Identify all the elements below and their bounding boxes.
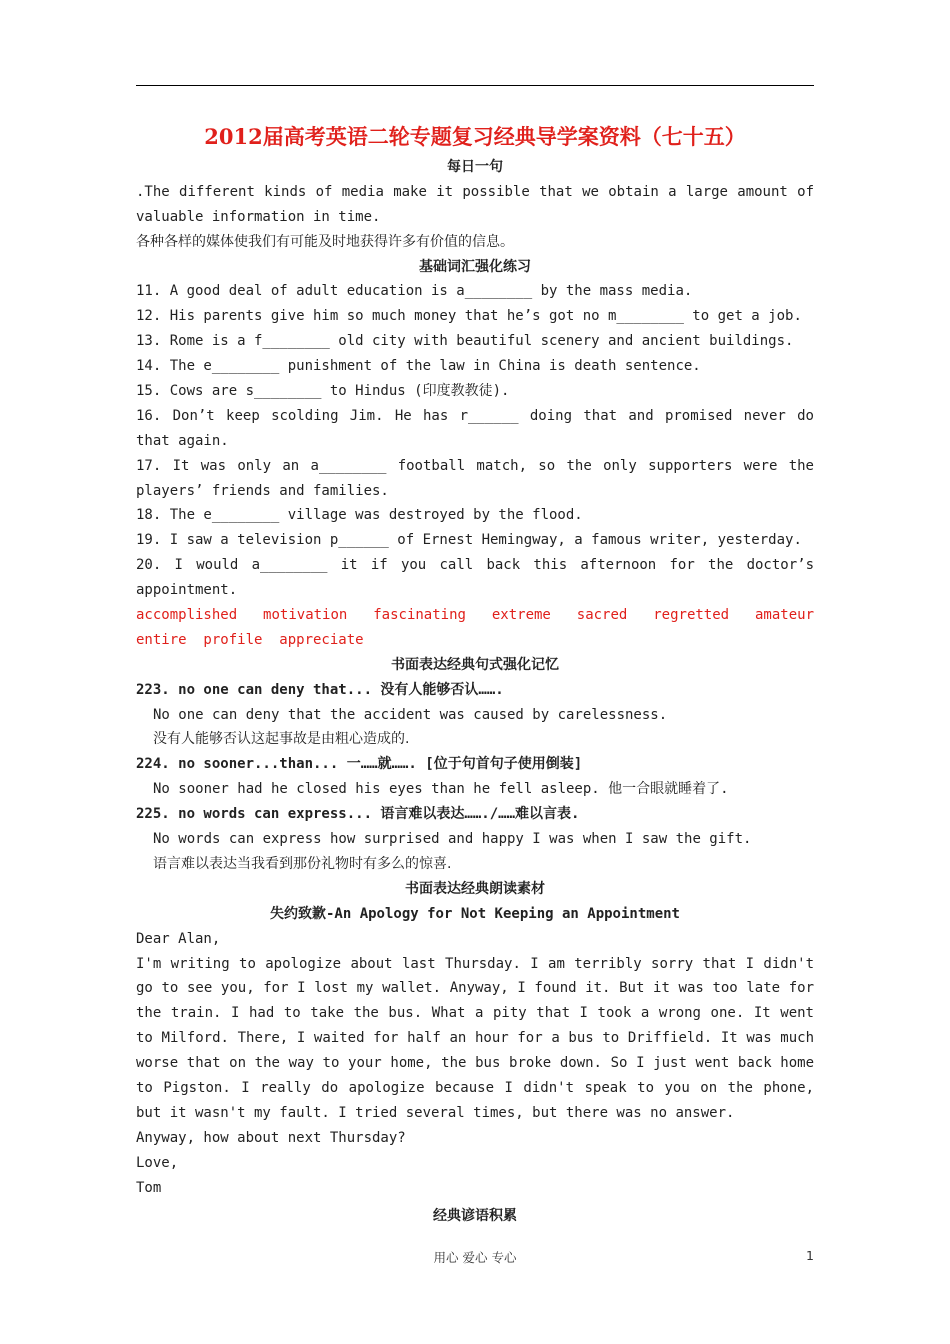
header-rule	[136, 85, 814, 86]
letter-body-line: but it wasn't my fault. I tried several times, but there was no answer.	[136, 1104, 735, 1121]
daily-en-line-2: valuable information in time.	[136, 208, 381, 225]
pattern-head: 225. no words can express... 语言难以表达……./……难以言表.	[136, 806, 580, 823]
pattern-example-en: No one can deny that the accident was caused by carelessness.	[153, 706, 668, 723]
vocab-line: 12. His parents give him so much money that he’s got no m________ to get a job.	[136, 308, 802, 325]
letter-body-line: worse that on the way to your home, the bus broke down. So I just went back home	[136, 1055, 814, 1072]
pattern-example-cn: 没有人能够否认这起事故是由粗心造成的.	[153, 731, 410, 748]
vocab-answers-line-1: accomplished motivation fascinating extreme sacred regretted amateur	[136, 607, 814, 624]
footer-motto: 用心 爱心 专心	[433, 1250, 517, 1265]
vocab-line: 13. Rome is a f________ old city with beautiful scenery and ancient buildings.	[136, 333, 794, 350]
letter-sign-off: Love,	[136, 1154, 179, 1171]
pattern-example-en: No words can express how surprised and happy I was when I saw the gift.	[153, 831, 752, 848]
daily-cn: 各种各样的媒体使我们有可能及时地获得许多有价值的信息。	[136, 233, 514, 250]
page-number: 1	[806, 1248, 814, 1263]
pattern-head: 224. no sooner...than... 一……就……. [位于句首句子使用倒装]	[136, 756, 583, 773]
vocab-line: 19. I saw a television p______ of Ernest Hemingway, a famous writer, yesterday.	[136, 532, 802, 549]
vocab-line: appointment.	[136, 582, 238, 599]
daily-en-line-1: .The different kinds of media make it possible that we obtain a large amount of	[136, 183, 814, 200]
vocab-line: 17. It was only an a________ football match, so the only supporters were the	[136, 457, 814, 474]
vocab-line: that again.	[136, 432, 229, 449]
letter-body-line: to Pigston. I really do apologize because I didn't speak to you on the phone,	[136, 1079, 814, 1096]
letter-signature: Tom	[136, 1179, 162, 1196]
page-content	[136, 119, 814, 1229]
letter-body-line: go to see you, for I lost my wallet. Anyway, I found it. But it was too late for	[136, 980, 814, 997]
document-title: 2012届高考英语二轮专题复习经典导学案资料（七十五）	[204, 124, 746, 149]
page-footer	[0, 1248, 950, 1268]
letter-body-line: I'm writing to apologize about last Thursday. I am terribly sorry that I didn't	[136, 955, 814, 972]
letter-closing-question: Anyway, how about next Thursday?	[136, 1129, 406, 1146]
pattern-example-en: No sooner had he closed his eyes than he fell asleep. 他一合眼就睡着了.	[153, 781, 729, 798]
reading-heading: 书面表达经典朗读素材	[405, 880, 545, 897]
vocab-line: 16. Don’t keep scolding Jim. He has r______ doing that and promised never do	[136, 407, 814, 424]
letter-body-line: to Milford. There, I waited for half an hour for a bus to Driffield. It was much	[136, 1030, 814, 1047]
vocab-line: 18. The e________ village was destroyed by the flood.	[136, 507, 583, 524]
vocab-line: 11. A good deal of adult education is a________ by the mass media.	[136, 283, 693, 300]
vocab-line: 20. I would a________ it if you call back this afternoon for the doctor’s	[136, 557, 814, 574]
patterns-heading: 书面表达经典句式强化记忆	[391, 656, 559, 673]
letter-body-line: the train. I had to take the bus. What a pity that I took a wrong one. It went	[136, 1005, 814, 1022]
vocab-line: 15. Cows are s________ to Hindus (印度教教徒).	[136, 383, 510, 400]
vocab-line: 14. The e________ punishment of the law in China is death sentence.	[136, 358, 701, 375]
vocab-answers-line-2: entire profile appreciate	[136, 631, 364, 648]
vocab-heading: 基础词汇强化练习	[419, 258, 531, 275]
letter-greeting: Dear Alan,	[136, 930, 221, 947]
daily-heading: 每日一句	[447, 159, 503, 175]
pattern-example-cn: 语言难以表达当我看到那份礼物时有多么的惊喜.	[153, 855, 452, 872]
proverbs-heading: 经典谚语积累	[433, 1208, 517, 1225]
reading-subtitle: 失约致歉-An Apology for Not Keeping an Appointment	[269, 905, 680, 922]
vocab-line: players’ friends and families.	[136, 482, 389, 499]
pattern-head: 223. no one can deny that... 没有人能够否认…….	[136, 681, 504, 698]
